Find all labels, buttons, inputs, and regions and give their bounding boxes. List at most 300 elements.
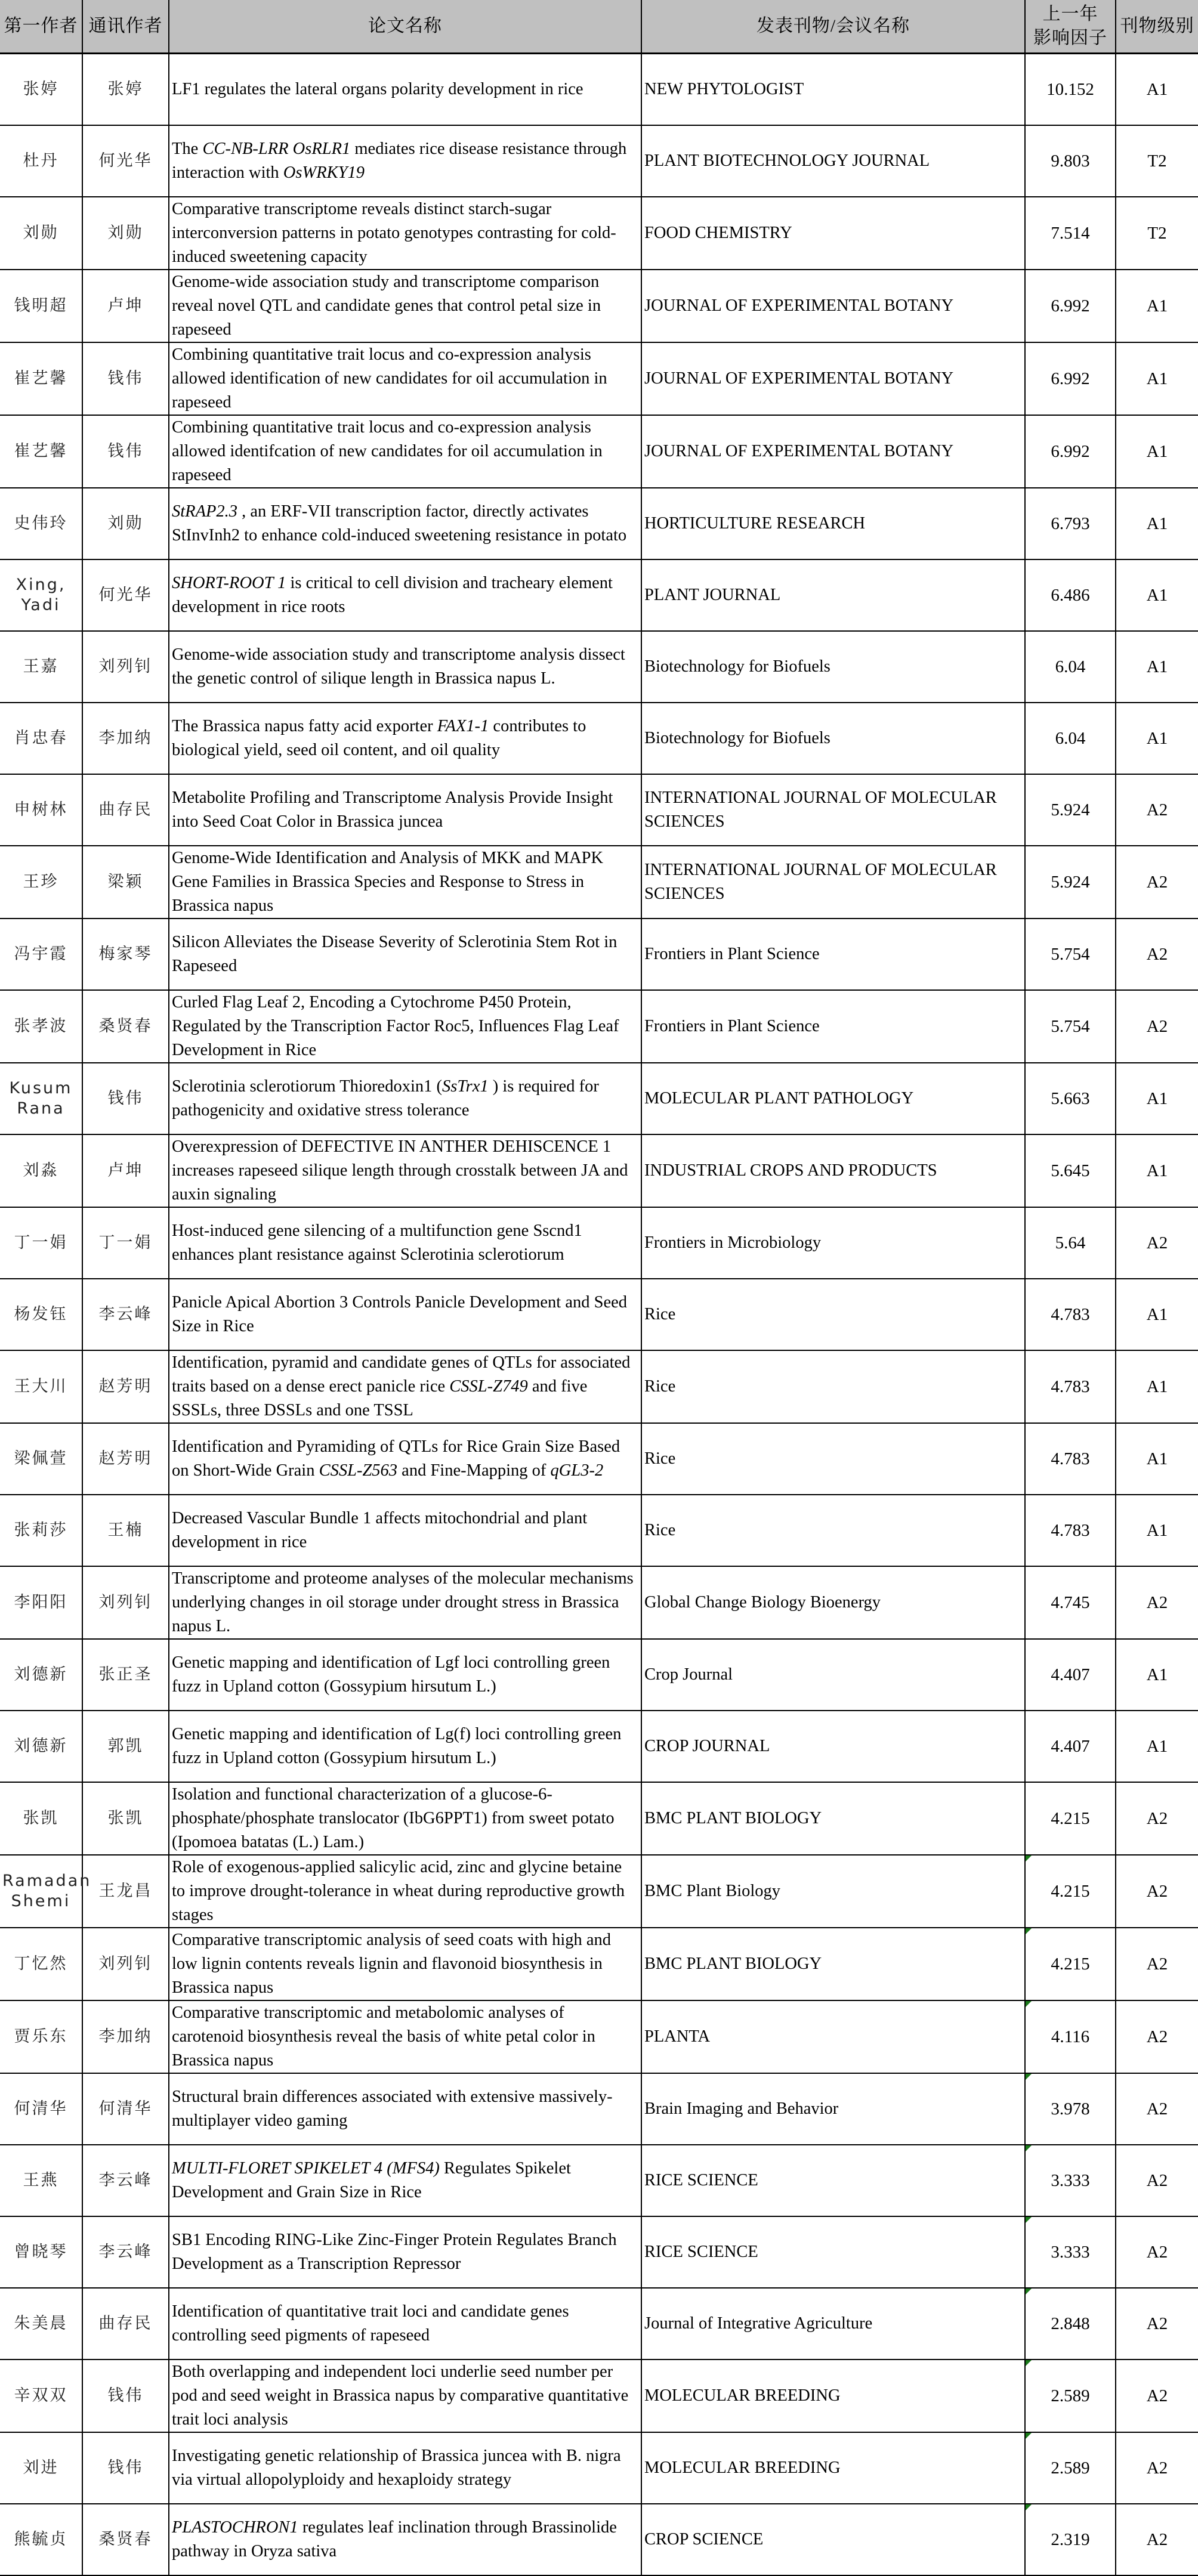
impact-factor-cell[interactable] <box>1025 125 1116 197</box>
paper-title-cell[interactable] <box>169 559 641 631</box>
journal-name: RICE SCIENCE <box>644 2243 758 2261</box>
impact-factor-cell[interactable] <box>1025 1639 1116 1711</box>
impact-factor: 5.754 <box>1051 1017 1090 1036</box>
corresponding-author-cell[interactable] <box>82 1134 169 1207</box>
paper-title-cell[interactable] <box>169 125 641 197</box>
paper-title-segment: LF1 regulates the lateral organs polarity development in rice <box>172 80 583 98</box>
paper-title <box>172 1569 634 1635</box>
journal-cell[interactable] <box>641 1782 1025 1855</box>
impact-factor-cell[interactable] <box>1025 1423 1116 1495</box>
journal-level-cell[interactable] <box>1116 2216 1198 2288</box>
impact-factor: 4.215 <box>1051 1882 1090 1901</box>
paper-title <box>172 849 603 915</box>
impact-factor-cell[interactable] <box>1025 2000 1116 2073</box>
paper-title-segment: contributes to biological yield, seed oil content, and oil quality <box>172 717 586 759</box>
paper-title <box>172 1437 620 1480</box>
corresponding-author: 钱伟 <box>107 1089 144 1108</box>
journal-cell[interactable] <box>641 1495 1025 1566</box>
paper-title <box>172 2362 628 2429</box>
impact-factor-cell[interactable] <box>1025 342 1116 415</box>
journal-level-cell[interactable] <box>1116 2000 1198 2073</box>
first-author-cell[interactable] <box>0 270 82 342</box>
journal-level-cell[interactable] <box>1116 703 1198 774</box>
impact-factor: 4.215 <box>1051 1955 1090 1974</box>
corresponding-author: 梁颖 <box>107 873 144 891</box>
first-author-cell[interactable] <box>0 2432 82 2504</box>
header-paper-title[interactable]: 论文名称 <box>169 0 641 54</box>
paper-title-cell[interactable] <box>169 2000 641 2073</box>
corresponding-author-cell[interactable] <box>82 1711 169 1782</box>
first-author-cell[interactable] <box>0 2216 82 2288</box>
paper-title-cell[interactable] <box>169 54 641 126</box>
corresponding-author: 钱伟 <box>107 2459 144 2477</box>
paper-title-cell[interactable] <box>169 990 641 1063</box>
paper-title-cell[interactable] <box>169 2359 641 2432</box>
paper-title-segment: mediates rice disease resistance through interaction with <box>172 140 627 182</box>
corresponding-author-cell[interactable] <box>82 1928 169 2000</box>
corresponding-author-cell[interactable] <box>82 342 169 415</box>
corresponding-author-cell[interactable] <box>82 990 169 1063</box>
impact-factor-cell[interactable] <box>1025 197 1116 270</box>
first-author-cell[interactable] <box>0 342 82 415</box>
journal-level-cell[interactable] <box>1116 2145 1198 2216</box>
impact-factor-cell[interactable] <box>1025 846 1116 919</box>
first-author: 钱明超 <box>14 296 68 315</box>
journal-name: Rice <box>644 1377 676 1396</box>
journal-level-cell[interactable] <box>1116 415 1198 488</box>
first-author: 张婷 <box>23 80 59 98</box>
journal-cell[interactable] <box>641 125 1025 197</box>
impact-factor-cell[interactable] <box>1025 270 1116 342</box>
corresponding-author-cell[interactable] <box>82 1566 169 1639</box>
journal-cell[interactable] <box>641 2145 1025 2216</box>
corresponding-author-cell[interactable] <box>82 2000 169 2073</box>
paper-title-cell[interactable] <box>169 1350 641 1423</box>
journal-cell[interactable] <box>641 2359 1025 2432</box>
first-author-cell[interactable] <box>0 2000 82 2073</box>
journal-level-cell[interactable] <box>1116 774 1198 846</box>
impact-factor-cell[interactable] <box>1025 2145 1116 2216</box>
header-corresponding-author[interactable]: 通讯作者 <box>82 0 169 54</box>
corresponding-author-cell[interactable] <box>82 197 169 270</box>
journal-cell[interactable] <box>641 1134 1025 1207</box>
header-impact-factor-line2: 影响因子 <box>1033 28 1107 48</box>
journal-name: PLANT BIOTECHNOLOGY JOURNAL <box>644 151 930 170</box>
impact-factor-cell[interactable] <box>1025 1207 1116 1279</box>
paper-title-segment: Genetic mapping and identification of Lgf loci controlling green fuzz in Upland cotton (Gossypium hirsutum L.) <box>172 1653 610 1696</box>
first-author-cell[interactable] <box>0 125 82 197</box>
paper-title-cell[interactable] <box>169 1134 641 1207</box>
paper-title-cell[interactable] <box>169 2216 641 2288</box>
paper-title-cell[interactable] <box>169 197 641 270</box>
paper-title <box>172 574 613 616</box>
paper-title-cell[interactable] <box>169 1639 641 1711</box>
corresponding-author-cell[interactable] <box>82 631 169 703</box>
paper-title-cell[interactable] <box>169 774 641 846</box>
corresponding-author-cell[interactable] <box>82 1207 169 1279</box>
journal-level-cell[interactable] <box>1116 270 1198 342</box>
first-author-cell[interactable] <box>0 197 82 270</box>
paper-title-cell[interactable] <box>169 2504 641 2575</box>
paper-title-cell[interactable] <box>169 1279 641 1350</box>
journal-level-cell[interactable] <box>1116 488 1198 559</box>
journal-cell[interactable] <box>641 2504 1025 2575</box>
journal-level-cell[interactable] <box>1116 54 1198 126</box>
first-author: 王燕 <box>23 2171 59 2190</box>
impact-factor-cell[interactable] <box>1025 1928 1116 2000</box>
paper-title-segment: Sclerotinia sclerotiorum Thioredoxin1 ( <box>172 1077 442 1096</box>
journal-level: A1 <box>1146 514 1168 533</box>
corresponding-author-cell[interactable] <box>82 1423 169 1495</box>
paper-title-cell[interactable] <box>169 1711 641 1782</box>
journal-cell[interactable] <box>641 197 1025 270</box>
journal-cell[interactable] <box>641 1063 1025 1134</box>
journal-level: A1 <box>1146 1089 1168 1108</box>
table-row <box>0 919 1198 990</box>
paper-title-cell[interactable] <box>169 1855 641 1928</box>
journal-cell[interactable] <box>641 559 1025 631</box>
first-author-cell[interactable] <box>0 846 82 919</box>
first-author-cell[interactable] <box>0 1495 82 1566</box>
first-author: 刘淼 <box>23 1161 59 1180</box>
first-author: 史伟玲 <box>14 514 68 533</box>
journal-name: Brain Imaging and Behavior <box>644 2099 839 2118</box>
paper-title-segment: Identification of quantitative trait loci and candidate genes controlling seed pigments of rapeseed <box>172 2302 569 2345</box>
paper-title-cell[interactable] <box>169 1063 641 1134</box>
corresponding-author-cell[interactable] <box>82 1782 169 1855</box>
paper-title <box>172 717 586 759</box>
paper-title <box>172 2302 569 2345</box>
impact-factor-cell[interactable] <box>1025 990 1116 1063</box>
corresponding-author-cell[interactable] <box>82 1279 169 1350</box>
impact-factor-cell[interactable] <box>1025 2432 1116 2504</box>
first-author-cell[interactable] <box>0 1928 82 2000</box>
first-author-cell[interactable] <box>0 415 82 488</box>
journal-level-cell[interactable] <box>1116 1495 1198 1566</box>
first-author-cell[interactable] <box>0 1063 82 1134</box>
journal-level-cell[interactable] <box>1116 1134 1198 1207</box>
journal-level-cell[interactable] <box>1116 125 1198 197</box>
journal-cell[interactable] <box>641 703 1025 774</box>
journal-level-cell[interactable] <box>1116 1711 1198 1782</box>
impact-factor-cell[interactable] <box>1025 2288 1116 2359</box>
journal-cell[interactable] <box>641 270 1025 342</box>
corresponding-author-cell[interactable] <box>82 1855 169 1928</box>
paper-title-cell[interactable] <box>169 631 641 703</box>
first-author-cell[interactable] <box>0 54 82 126</box>
journal-cell[interactable] <box>641 1279 1025 1350</box>
paper-title-segment: and five SSSLs, three DSSLs and one TSSL <box>172 1377 588 1420</box>
paper-title-cell[interactable] <box>169 1423 641 1495</box>
impact-factor-cell[interactable] <box>1025 488 1116 559</box>
journal-level-cell[interactable] <box>1116 919 1198 990</box>
journal-cell[interactable] <box>641 2000 1025 2073</box>
journal-level-cell[interactable] <box>1116 2432 1198 2504</box>
journal-level-cell[interactable] <box>1116 1279 1198 1350</box>
first-author: 申树林 <box>14 800 68 819</box>
header-impact-factor[interactable] <box>1025 0 1116 54</box>
paper-title-cell[interactable] <box>169 342 641 415</box>
first-author-cell[interactable] <box>0 559 82 631</box>
journal-cell[interactable] <box>641 54 1025 126</box>
journal-name: NEW PHYTOLOGIST <box>644 80 804 98</box>
paper-title-italic-segment: CSSL-Z749 <box>449 1377 528 1396</box>
corresponding-author: 张正圣 <box>98 1665 153 1684</box>
first-author-cell[interactable] <box>0 1279 82 1350</box>
first-author-cell[interactable] <box>0 2145 82 2216</box>
journal-cell[interactable] <box>641 1855 1025 1928</box>
first-author-cell[interactable] <box>0 1566 82 1639</box>
journal-level-cell[interactable] <box>1116 1566 1198 1639</box>
journal-cell[interactable] <box>641 1928 1025 2000</box>
journal-level-cell[interactable] <box>1116 2073 1198 2145</box>
impact-factor-cell[interactable] <box>1025 2359 1116 2432</box>
paper-title <box>172 1653 610 1696</box>
paper-title-cell[interactable] <box>169 2145 641 2216</box>
paper-title-italic-segment: StRAP2.3 <box>172 502 238 521</box>
paper-title <box>172 140 626 182</box>
corresponding-author-cell[interactable] <box>82 1063 169 1134</box>
impact-factor-cell[interactable] <box>1025 415 1116 488</box>
journal-level-cell[interactable] <box>1116 1639 1198 1711</box>
first-author-cell[interactable] <box>0 774 82 846</box>
table-row <box>0 125 1198 197</box>
corresponding-author-cell[interactable] <box>82 2359 169 2432</box>
table-row <box>0 2359 1198 2432</box>
corresponding-author-cell[interactable] <box>82 488 169 559</box>
paper-title-cell[interactable] <box>169 1495 641 1566</box>
impact-factor: 6.992 <box>1051 442 1090 461</box>
impact-factor-cell[interactable] <box>1025 1495 1116 1566</box>
paper-title <box>172 788 613 831</box>
corresponding-author-cell[interactable] <box>82 2073 169 2145</box>
impact-factor: 6.04 <box>1055 729 1086 748</box>
journal-cell[interactable] <box>641 2216 1025 2288</box>
corresponding-author-cell[interactable] <box>82 54 169 126</box>
journal-level-cell[interactable] <box>1116 1855 1198 1928</box>
journal-level-cell[interactable] <box>1116 1928 1198 2000</box>
table-row <box>0 2432 1198 2504</box>
journal-cell[interactable] <box>641 846 1025 919</box>
header-first-author[interactable]: 第一作者 <box>0 0 82 54</box>
journal-cell[interactable] <box>641 1207 1025 1279</box>
journal-cell[interactable] <box>641 1639 1025 1711</box>
journal-level-cell[interactable] <box>1116 1063 1198 1134</box>
paper-title-cell[interactable] <box>169 415 641 488</box>
first-author-cell[interactable] <box>0 631 82 703</box>
first-author-cell[interactable] <box>0 1350 82 1423</box>
table-row <box>0 197 1198 270</box>
paper-title-italic-segment: SsTrx1 <box>442 1077 489 1096</box>
first-author-cell[interactable] <box>0 703 82 774</box>
impact-factor-cell[interactable] <box>1025 1134 1116 1207</box>
journal-level-cell[interactable] <box>1116 2504 1198 2575</box>
impact-factor-cell[interactable] <box>1025 2073 1116 2145</box>
journal-level-cell[interactable] <box>1116 846 1198 919</box>
journal-name: Rice <box>644 1305 676 1323</box>
journal-level-cell[interactable] <box>1116 1782 1198 1855</box>
paper-title-cell[interactable] <box>169 1207 641 1279</box>
first-author-cell[interactable] <box>0 1711 82 1782</box>
impact-factor-cell[interactable] <box>1025 1711 1116 1782</box>
journal-cell[interactable] <box>641 2432 1025 2504</box>
number-as-text-flag-icon <box>1026 2289 1032 2294</box>
paper-title-segment: Combining quantitative trait locus and co-expression analysis allowed identification of new candidates for oil accumulation in rapeseed <box>172 345 607 412</box>
impact-factor-cell[interactable] <box>1025 2504 1116 2575</box>
corresponding-author-cell[interactable] <box>82 2432 169 2504</box>
journal-cell[interactable] <box>641 990 1025 1063</box>
journal-cell[interactable] <box>641 1423 1025 1495</box>
paper-title-segment: Role of exogenous-applied salicylic acid, zinc and glycine betaine to improve drought-tolerance in wheat during reproductive growth stages <box>172 1858 625 1924</box>
journal-name: JOURNAL OF EXPERIMENTAL BOTANY <box>644 296 954 315</box>
table-row <box>0 1279 1198 1350</box>
impact-factor-cell[interactable] <box>1025 1855 1116 1928</box>
first-author: 杜丹 <box>23 151 59 170</box>
impact-factor-cell[interactable] <box>1025 1279 1116 1350</box>
journal-cell[interactable] <box>641 774 1025 846</box>
journal-cell[interactable] <box>641 415 1025 488</box>
journal-level: A1 <box>1146 1377 1168 1396</box>
first-author-cell[interactable] <box>0 1639 82 1711</box>
first-author-cell[interactable] <box>0 1134 82 1207</box>
journal-cell[interactable] <box>641 1350 1025 1423</box>
journal-level-cell[interactable] <box>1116 631 1198 703</box>
corresponding-author: 王楠 <box>107 1521 144 1539</box>
impact-factor-cell[interactable] <box>1025 919 1116 990</box>
table-row <box>0 2216 1198 2288</box>
journal-cell[interactable] <box>641 2073 1025 2145</box>
paper-title-cell[interactable] <box>169 488 641 559</box>
corresponding-author-cell[interactable] <box>82 2145 169 2216</box>
first-author-cell[interactable] <box>0 2073 82 2145</box>
number-as-text-flag-icon <box>1026 1856 1032 1861</box>
journal-level-cell[interactable] <box>1116 342 1198 415</box>
journal-cell[interactable] <box>641 919 1025 990</box>
journal-level: A1 <box>1146 586 1168 605</box>
first-author-cell[interactable] <box>0 1207 82 1279</box>
journal-cell[interactable] <box>641 1711 1025 1782</box>
impact-factor-cell[interactable] <box>1025 2216 1116 2288</box>
impact-factor-cell[interactable] <box>1025 1063 1116 1134</box>
journal-level-cell[interactable] <box>1116 1207 1198 1279</box>
paper-title-cell[interactable] <box>169 2288 641 2359</box>
impact-factor-cell[interactable] <box>1025 1782 1116 1855</box>
first-author-cell[interactable] <box>0 1855 92 1928</box>
table-row <box>0 2145 1198 2216</box>
journal-cell[interactable] <box>641 2288 1025 2359</box>
journal-cell[interactable] <box>641 631 1025 703</box>
impact-factor-cell[interactable] <box>1025 631 1116 703</box>
corresponding-author-cell[interactable] <box>82 415 169 488</box>
corresponding-author-cell[interactable] <box>82 2504 169 2575</box>
corresponding-author-cell[interactable] <box>82 2216 169 2288</box>
journal-level-cell[interactable] <box>1116 1350 1198 1423</box>
journal-level-cell[interactable] <box>1116 1423 1198 1495</box>
journal-level-cell[interactable] <box>1116 990 1198 1063</box>
first-author-cell[interactable] <box>0 1782 82 1855</box>
paper-title-cell[interactable] <box>169 2073 641 2145</box>
journal-level: A2 <box>1146 1017 1168 1036</box>
impact-factor: 4.116 <box>1051 2027 1090 2046</box>
journal-level: A2 <box>1146 2386 1168 2405</box>
first-author: 冯宇霞 <box>14 945 68 963</box>
corresponding-author-cell[interactable] <box>82 1495 169 1566</box>
corresponding-author-cell[interactable] <box>82 125 169 197</box>
paper-title-cell[interactable] <box>169 846 641 919</box>
impact-factor-cell[interactable] <box>1025 703 1116 774</box>
paper-title-cell[interactable] <box>169 270 641 342</box>
impact-factor-cell[interactable] <box>1025 774 1116 846</box>
corresponding-author: 刘列钊 <box>98 657 153 676</box>
corresponding-author-cell[interactable] <box>82 1350 169 1423</box>
paper-title-italic-segment: qGL3-2 <box>550 1461 604 1480</box>
impact-factor: 6.793 <box>1051 514 1090 533</box>
header-journal[interactable]: 发表刊物/会议名称 <box>641 0 1025 54</box>
journal-level: A2 <box>1146 2314 1168 2333</box>
first-author-cell[interactable] <box>0 2288 82 2359</box>
corresponding-author-cell[interactable] <box>82 703 169 774</box>
first-author-cell[interactable] <box>0 2504 82 2575</box>
paper-title <box>172 345 607 412</box>
corresponding-author-cell[interactable] <box>82 2288 169 2359</box>
first-author-cell[interactable] <box>0 488 82 559</box>
paper-title-cell[interactable] <box>169 2432 641 2504</box>
paper-title <box>172 502 626 545</box>
journal-level: A2 <box>1146 2243 1168 2262</box>
corresponding-author-cell[interactable] <box>82 559 169 631</box>
impact-factor-cell[interactable] <box>1025 54 1116 126</box>
impact-factor-cell[interactable] <box>1025 1350 1116 1423</box>
number-as-text-flag-icon <box>1026 2001 1032 2007</box>
corresponding-author-cell[interactable] <box>82 774 169 846</box>
paper-title-cell[interactable] <box>169 1782 641 1855</box>
journal-cell[interactable] <box>641 342 1025 415</box>
first-author-cell[interactable] <box>0 1423 82 1495</box>
corresponding-author-cell[interactable] <box>82 270 169 342</box>
table-row <box>0 1350 1198 1423</box>
journal-level-cell[interactable] <box>1116 2359 1198 2432</box>
table-row <box>0 2000 1198 2073</box>
impact-factor: 5.754 <box>1051 945 1090 964</box>
impact-factor-cell[interactable] <box>1025 559 1116 631</box>
first-author-cell[interactable] <box>0 919 82 990</box>
journal-level-cell[interactable] <box>1116 559 1198 631</box>
paper-title-cell[interactable] <box>169 703 641 774</box>
journal-level: A1 <box>1146 442 1168 461</box>
paper-title <box>172 1293 627 1335</box>
paper-title-cell[interactable] <box>169 1928 641 2000</box>
journal-name: Rice <box>644 1521 676 1539</box>
journal-cell[interactable] <box>641 1566 1025 1639</box>
paper-title-cell[interactable] <box>169 919 641 990</box>
journal-level-cell[interactable] <box>1116 197 1198 270</box>
table-row <box>0 1495 1198 1566</box>
journal-level-cell[interactable] <box>1116 2288 1198 2359</box>
corresponding-author-cell[interactable] <box>82 1639 169 1711</box>
corresponding-author: 何光华 <box>98 586 153 604</box>
corresponding-author: 赵芳明 <box>98 1377 153 1396</box>
corresponding-author-cell[interactable] <box>82 846 169 919</box>
journal-cell[interactable] <box>641 488 1025 559</box>
impact-factor-cell[interactable] <box>1025 1566 1116 1639</box>
impact-factor: 4.407 <box>1051 1665 1090 1684</box>
corresponding-author-cell[interactable] <box>82 919 169 990</box>
first-author-cell[interactable] <box>0 2359 82 2432</box>
header-journal-level[interactable]: 刊物级别 <box>1116 0 1198 54</box>
first-author-cell[interactable] <box>0 990 82 1063</box>
first-author: 崔艺馨 <box>14 369 68 388</box>
paper-title-cell[interactable] <box>169 1566 641 1639</box>
